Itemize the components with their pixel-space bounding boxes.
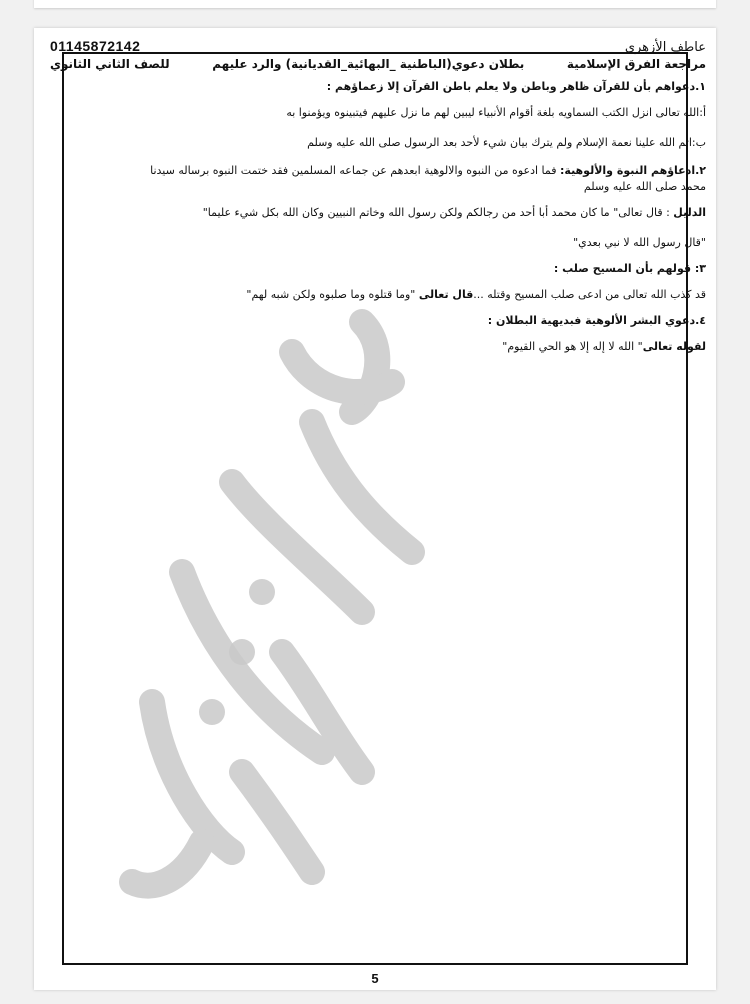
hadith-quote: "قال رسول الله لا نبي بعدي" (573, 236, 706, 249)
grade-label: للصف الثاني الثانوي (50, 57, 170, 71)
previous-page-edge (34, 0, 716, 8)
section-1-heading: ١.دعواهم بأن للقرآن ظاهر وباطن ولا يعلم باطن القرآن إلا زعماؤهم : (326, 80, 706, 93)
proof-paragraph (50, 205, 706, 221)
section-2-paragraph (50, 163, 706, 179)
section-3-quote: "وما قتلوه وما صلبوه ولكن شبه لهم" (246, 288, 419, 301)
review-title: مراجعة الفرق الإسلامية (566, 57, 706, 71)
section-2-heading: ٢.ادعاؤهم النبوة والألوهية: (560, 164, 706, 177)
page-number: 5 (371, 971, 379, 986)
document-title: بطلان دعوي(الباطنية _البهائية_القديانية) والرد عليهم (212, 57, 525, 71)
section-3-said: قال تعالى (418, 288, 474, 301)
section-2-continued: محمد صلى الله عليه وسلم (583, 180, 706, 193)
header-row-2 (50, 56, 706, 73)
proof-text: : قال تعالى" ما كان محمد أبا أحد من رجالكم ولكن رسول الله وخاتم النبيين وكان الله بكل شيء عليما" (202, 206, 674, 219)
section-1-point-b: ب:اتم الله علينا نعمة الإسلام ولم يترك بيان شيء لأحد بعد الرسول صلى الله عليه وسلم (307, 136, 706, 149)
proof-label: الدليل (673, 206, 706, 219)
section-4-paragraph (50, 339, 706, 355)
document-page (34, 28, 716, 990)
section-3-text: قد كذب الله تعالى من ادعى صلب المسيح وقتله ... (473, 288, 706, 301)
section-4-heading: ٤.دعوي البشر الألوهية فبديهية البطلان : (487, 314, 706, 327)
phone-number: 01145872142 (50, 38, 141, 54)
section-4-quote: " الله لا إله إلا هو الحي القيوم" (502, 340, 643, 353)
section-3-paragraph (50, 287, 706, 303)
section-3-heading: ٣: قولهم بأن المسيح صلب : (553, 262, 706, 275)
section-1-point-a: أ:الله تعالى انزل الكتب السماويه بلغة أقوام الأنبياء ليبين لهم ما نزل عليهم فيتبينوه ويؤمنوا به (286, 106, 706, 119)
author-name: عاطف الأزهرى (624, 40, 706, 55)
header-row-1 (50, 38, 706, 56)
section-2-text: فما ادعوه من النبوه والالوهية ابعدهم عن جماعه المسلمين فقد ختمت النبوه برساله سيدنا (150, 164, 560, 177)
document-content (50, 38, 706, 355)
section-4-label: لقوله تعالى (642, 340, 706, 353)
